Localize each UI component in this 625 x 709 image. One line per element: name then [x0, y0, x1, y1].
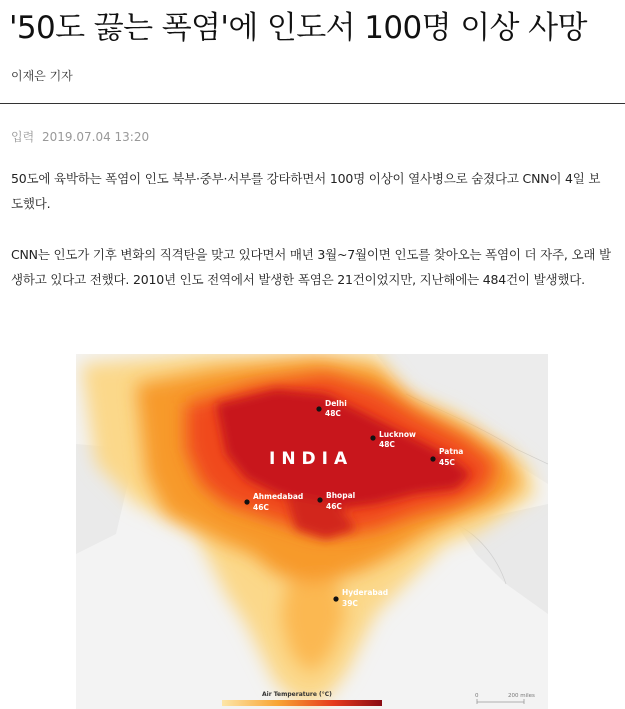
legend-color-bar: [222, 700, 382, 706]
city-name: Bhopal: [326, 491, 356, 500]
city-temp: 45C: [439, 458, 455, 467]
city-temp: 39C: [342, 599, 358, 608]
city-marker: [316, 406, 321, 411]
byline: 이재은 기자: [11, 69, 73, 83]
date-value: 2019.07.04 13:20: [42, 130, 150, 144]
city-temp: 46C: [253, 503, 269, 512]
paragraph-2: CNN는 인도가 기후 변화의 직격탄을 맞고 있다면서 매년 3월~7월이면 인도를 찾아오는 폭염이 더 자주, 오래 발생하고 있다고 전했다. 2010년 인도 전역에서 발생한 폭염은 21건이었지만, 지난해에는 484건이 발생했다.: [11, 247, 611, 287]
scale-start-label: 0: [475, 693, 479, 699]
date-label: 입력: [11, 130, 35, 144]
city-name: Delhi: [325, 399, 347, 408]
scale-end-label: 200 miles: [508, 693, 535, 699]
city-marker: [244, 499, 249, 504]
country-label: INDIA: [269, 449, 354, 469]
city-marker: [430, 456, 435, 461]
city-temp: 48C: [379, 440, 395, 449]
city-temp: 46C: [326, 502, 342, 511]
dateline: [11, 128, 149, 145]
city-name: Patna: [439, 447, 464, 456]
legend-title: Air Temperature (°C): [262, 691, 332, 698]
city-name: Lucknow: [379, 430, 416, 439]
city-marker: [317, 497, 322, 502]
article-headline: '50도 끓는 폭염'에 인도서 100명 이상 사망: [9, 10, 587, 46]
city-name: Hyderabad: [342, 588, 389, 597]
city-temp: 48C: [325, 409, 341, 418]
paragraph-1: 50도에 육박하는 폭염이 인도 북부·중부·서부를 강타하면서 100명 이상이 열사병으로 숨졌다고 CNN이 4일 보도했다.: [11, 171, 601, 211]
city-marker: [333, 596, 338, 601]
heatwave-map-figure: [76, 354, 548, 709]
header-divider: [0, 103, 625, 104]
city-marker: [370, 435, 375, 440]
heatwave-map: [76, 354, 548, 709]
city-name: Ahmedabad: [253, 492, 304, 501]
